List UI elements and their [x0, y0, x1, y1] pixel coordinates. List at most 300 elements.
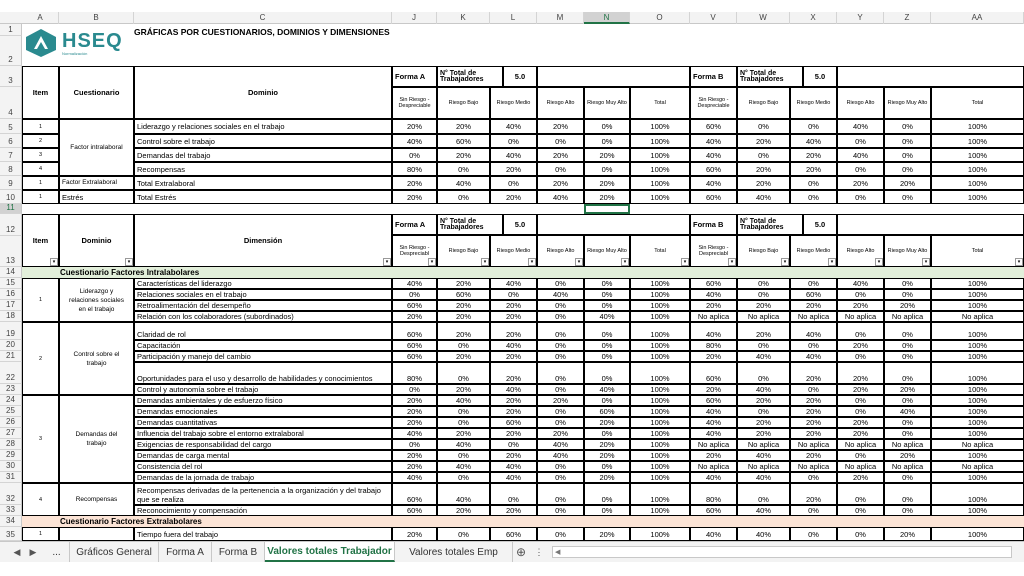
t2-value-b[interactable]: 0% [737, 278, 790, 289]
t2-value-b[interactable]: 100% [931, 428, 1024, 439]
t2-value-a[interactable]: 100% [630, 450, 690, 461]
t1-value-a[interactable]: 20% [392, 190, 437, 204]
t2-value-a[interactable]: 20% [584, 472, 630, 483]
t1-value-b[interactable]: 100% [931, 190, 1024, 204]
t1-value-a[interactable]: 100% [630, 119, 690, 134]
row-header[interactable]: 28 [0, 439, 22, 450]
t2-value-a[interactable]: 20% [490, 428, 537, 439]
t2-value-a[interactable]: 20% [437, 384, 490, 395]
t2-value-b[interactable]: 100% [931, 289, 1024, 300]
row-header[interactable]: 17 [0, 300, 22, 311]
t2-value-a[interactable]: 100% [630, 384, 690, 395]
t2-value-b[interactable]: 100% [931, 362, 1024, 384]
t1-value-b[interactable]: 100% [931, 162, 1024, 176]
t2-value-b[interactable]: No aplica [931, 311, 1024, 322]
t2-value-a[interactable]: 20% [490, 395, 537, 406]
t2-value-b[interactable]: 0% [790, 505, 837, 516]
t2-value-b[interactable]: 40% [737, 384, 790, 395]
t2-value-a[interactable]: 0% [537, 417, 584, 428]
row-header[interactable]: 34 [0, 516, 22, 527]
t2-value-b[interactable]: 60% [690, 362, 737, 384]
t2-value-b[interactable]: 0% [884, 340, 931, 351]
t2-value-a[interactable]: 60% [490, 417, 537, 428]
t2-value-a[interactable]: 40% [537, 439, 584, 450]
t1-value-b[interactable]: 100% [931, 134, 1024, 148]
t2-value-b[interactable]: 100% [931, 505, 1024, 516]
t2-value-b[interactable]: 60% [790, 289, 837, 300]
scroll-left-icon[interactable]: ◀ [555, 549, 561, 556]
t2-value-b[interactable]: No aplica [884, 439, 931, 450]
row-header[interactable]: 2 [0, 36, 22, 66]
filter-dropdown-icon[interactable]: ▾ [125, 258, 133, 266]
tab-forma-b[interactable]: Forma B [212, 542, 265, 562]
t1-value-b[interactable]: 0% [790, 190, 837, 204]
t2-value-b[interactable]: 20% [790, 417, 837, 428]
row-header[interactable]: 27 [0, 428, 22, 439]
add-sheet-icon[interactable]: ⊕ [515, 545, 527, 559]
t2-value-b[interactable]: 20% [737, 322, 790, 340]
t2-value-a[interactable]: 0% [490, 439, 537, 450]
t1-value-b[interactable]: 40% [837, 148, 884, 162]
t2-value-b[interactable]: 0% [884, 472, 931, 483]
column-header[interactable]: C [134, 12, 392, 24]
t2-value-a[interactable]: 40% [490, 461, 537, 472]
row-header[interactable]: 10 [0, 190, 22, 204]
t2-value-b[interactable]: 0% [737, 362, 790, 384]
t2-value-b[interactable]: 40% [837, 278, 884, 289]
t2-value-a[interactable]: 100% [630, 278, 690, 289]
t2-value-a[interactable]: 0% [584, 322, 630, 340]
row-header[interactable]: 6 [0, 134, 22, 148]
t2-value-a[interactable]: 40% [392, 428, 437, 439]
filter-dropdown-icon[interactable]: ▾ [781, 258, 789, 266]
t2-value-a[interactable]: 0% [537, 322, 584, 340]
t2-value-a[interactable]: 40% [392, 472, 437, 483]
t1-value-a[interactable]: 20% [584, 176, 630, 190]
t2-value-a[interactable]: 40% [537, 450, 584, 461]
kebab-menu-icon[interactable]: ⋮ [534, 546, 544, 557]
t2-value-b[interactable]: 80% [690, 340, 737, 351]
row-header[interactable]: 1 [0, 24, 22, 36]
tab-forma-a[interactable]: Forma A [159, 542, 212, 562]
t1-value-a[interactable]: 0% [490, 176, 537, 190]
t2-value-b[interactable]: 20% [837, 428, 884, 439]
t2-value-b[interactable]: 20% [837, 417, 884, 428]
column-header[interactable]: W [737, 12, 790, 24]
t2-value-b[interactable]: No aplica [837, 311, 884, 322]
t1-value-b[interactable]: 0% [884, 190, 931, 204]
t1-value-b[interactable]: 0% [884, 162, 931, 176]
tab-graficos-general[interactable]: Gráficos General [70, 542, 159, 562]
t2-value-b[interactable]: 20% [884, 527, 931, 541]
t2-value-b[interactable]: 40% [690, 527, 737, 541]
t2-value-b[interactable]: No aplica [737, 311, 790, 322]
t1-value-a[interactable]: 20% [437, 148, 490, 162]
t2-value-a[interactable]: 0% [584, 395, 630, 406]
t1-value-b[interactable]: 60% [690, 119, 737, 134]
t2-value-b[interactable]: 0% [737, 289, 790, 300]
t1-value-a[interactable]: 20% [392, 176, 437, 190]
t2-value-b[interactable]: 0% [884, 362, 931, 384]
row-header[interactable]: 14 [0, 267, 22, 278]
t2-value-a[interactable]: 40% [537, 289, 584, 300]
t2-value-a[interactable]: 0% [392, 439, 437, 450]
t2-value-a[interactable]: 100% [630, 311, 690, 322]
t2-value-b[interactable]: 0% [837, 395, 884, 406]
row-header[interactable]: 19 [0, 322, 22, 340]
t1-value-b[interactable]: 20% [790, 162, 837, 176]
t2-value-a[interactable]: 20% [584, 527, 630, 541]
t2-value-a[interactable]: 60% [392, 300, 437, 311]
t2-value-b[interactable]: 60% [690, 395, 737, 406]
t2-value-a[interactable]: 0% [584, 483, 630, 505]
row-header[interactable]: 25 [0, 406, 22, 417]
t2-value-b[interactable]: 20% [884, 450, 931, 461]
t2-value-a[interactable]: 20% [490, 351, 537, 362]
t2-value-a[interactable]: 20% [392, 311, 437, 322]
t2-value-b[interactable]: 20% [737, 395, 790, 406]
t2-value-b[interactable]: 0% [884, 289, 931, 300]
t2-value-a[interactable]: 60% [437, 289, 490, 300]
t2-value-b[interactable]: 20% [837, 472, 884, 483]
row-header[interactable]: 4 [0, 87, 22, 119]
filter-dropdown-icon[interactable]: ▾ [875, 258, 883, 266]
t2-value-b[interactable]: 20% [790, 428, 837, 439]
t2-value-a[interactable]: 0% [537, 472, 584, 483]
t1-value-a[interactable]: 100% [630, 134, 690, 148]
t2-value-b[interactable]: 40% [690, 406, 737, 417]
t1-value-a[interactable]: 40% [537, 190, 584, 204]
t2-value-b[interactable]: 20% [790, 300, 837, 311]
t2-value-b[interactable]: 0% [837, 406, 884, 417]
column-header[interactable]: N [584, 12, 630, 24]
t2-value-b[interactable]: 20% [837, 340, 884, 351]
t2-value-b[interactable]: 0% [790, 527, 837, 541]
t1-value-b[interactable]: 40% [790, 134, 837, 148]
row-header[interactable]: 35 [0, 527, 22, 541]
t1-value-b[interactable]: 0% [884, 148, 931, 162]
t2-value-a[interactable]: 100% [630, 340, 690, 351]
t1-value-b[interactable]: 0% [884, 119, 931, 134]
t1-value-b[interactable]: 100% [931, 176, 1024, 190]
t2-value-a[interactable]: 0% [537, 483, 584, 505]
t2-value-a[interactable]: 100% [630, 483, 690, 505]
row-header[interactable]: 13 [0, 236, 22, 267]
row-header[interactable]: 20 [0, 340, 22, 351]
t2-value-b[interactable]: 20% [837, 362, 884, 384]
t2-value-b[interactable]: No aplica [790, 439, 837, 450]
filter-dropdown-icon[interactable]: ▾ [428, 258, 436, 266]
t1-value-a[interactable]: 0% [490, 134, 537, 148]
selected-cell[interactable] [584, 204, 630, 214]
filter-dropdown-icon[interactable]: ▾ [681, 258, 689, 266]
t1-value-b[interactable]: 0% [737, 148, 790, 162]
t2-value-a[interactable]: 20% [490, 406, 537, 417]
t2-value-b[interactable]: 60% [690, 505, 737, 516]
t1-value-a[interactable]: 60% [437, 134, 490, 148]
t1-value-a[interactable]: 0% [584, 119, 630, 134]
t1-value-a[interactable]: 40% [392, 134, 437, 148]
t2-value-a[interactable]: 0% [537, 406, 584, 417]
t2-value-a[interactable]: 0% [490, 483, 537, 505]
t2-value-a[interactable]: 20% [584, 439, 630, 450]
t1-value-b[interactable]: 20% [837, 176, 884, 190]
filter-dropdown-icon[interactable]: ▾ [575, 258, 583, 266]
t2-value-b[interactable]: No aplica [931, 461, 1024, 472]
row-header[interactable]: 5 [0, 119, 22, 134]
column-header[interactable]: M [537, 12, 584, 24]
t2-value-b[interactable]: 100% [931, 322, 1024, 340]
t2-value-a[interactable]: 60% [392, 351, 437, 362]
t2-value-a[interactable]: 0% [437, 450, 490, 461]
t1-value-a[interactable]: 20% [537, 176, 584, 190]
t1-value-b[interactable]: 40% [690, 134, 737, 148]
row-header[interactable]: 31 [0, 472, 22, 483]
t2-value-a[interactable]: 0% [490, 289, 537, 300]
t1-value-a[interactable]: 0% [437, 162, 490, 176]
filter-dropdown-icon[interactable]: ▾ [728, 258, 736, 266]
t1-value-b[interactable]: 60% [690, 162, 737, 176]
t1-value-b[interactable]: 20% [737, 162, 790, 176]
t2-value-a[interactable]: 100% [630, 461, 690, 472]
t2-value-b[interactable]: 20% [790, 450, 837, 461]
t2-value-a[interactable]: 0% [437, 472, 490, 483]
next-sheet-icon[interactable]: ▶ [29, 546, 37, 557]
t2-value-a[interactable]: 100% [630, 472, 690, 483]
t2-value-a[interactable]: 100% [630, 351, 690, 362]
column-header[interactable]: V [690, 12, 737, 24]
t1-value-a[interactable]: 100% [630, 190, 690, 204]
t2-value-a[interactable]: 0% [537, 362, 584, 384]
t2-value-a[interactable]: 20% [490, 322, 537, 340]
filter-dropdown-icon[interactable]: ▾ [383, 258, 391, 266]
t2-value-b[interactable]: 20% [837, 300, 884, 311]
filter-dropdown-icon[interactable]: ▾ [528, 258, 536, 266]
t2-value-a[interactable]: 20% [437, 428, 490, 439]
t1-value-b[interactable]: 40% [690, 176, 737, 190]
t2-value-a[interactable]: 40% [584, 311, 630, 322]
filter-dropdown-icon[interactable]: ▾ [828, 258, 836, 266]
t2-value-a[interactable]: 20% [437, 311, 490, 322]
t2-value-a[interactable]: 20% [392, 450, 437, 461]
t1-value-a[interactable]: 100% [630, 148, 690, 162]
t2-value-a[interactable]: 40% [490, 340, 537, 351]
row-header[interactable]: 7 [0, 148, 22, 162]
t2-value-a[interactable]: 0% [537, 384, 584, 395]
t2-value-a[interactable]: 0% [437, 527, 490, 541]
t2-value-b[interactable]: 100% [931, 406, 1024, 417]
t2-value-a[interactable]: 60% [392, 322, 437, 340]
t2-value-a[interactable]: 0% [437, 406, 490, 417]
t2-value-b[interactable]: 20% [884, 384, 931, 395]
t1-value-a[interactable]: 0% [437, 190, 490, 204]
t2-value-a[interactable]: 0% [584, 340, 630, 351]
t2-value-a[interactable]: 60% [392, 483, 437, 505]
column-header[interactable]: O [630, 12, 690, 24]
t2-value-b[interactable]: No aplica [690, 461, 737, 472]
t2-value-b[interactable]: 20% [737, 428, 790, 439]
t2-value-a[interactable]: 0% [537, 505, 584, 516]
column-header[interactable]: X [790, 12, 837, 24]
t2-value-a[interactable]: 100% [630, 300, 690, 311]
column-header[interactable]: K [437, 12, 490, 24]
t1-value-a[interactable]: 0% [537, 162, 584, 176]
row-header[interactable]: 18 [0, 311, 22, 322]
t2-value-a[interactable]: 20% [437, 300, 490, 311]
t2-value-a[interactable]: 0% [537, 340, 584, 351]
t2-value-a[interactable]: 0% [584, 505, 630, 516]
t1-value-b[interactable]: 100% [931, 148, 1024, 162]
t2-value-a[interactable]: 20% [437, 278, 490, 289]
t2-value-a[interactable]: 20% [437, 322, 490, 340]
t2-value-b[interactable]: 40% [690, 322, 737, 340]
row-header[interactable]: 23 [0, 384, 22, 395]
t2-value-a[interactable]: 100% [630, 406, 690, 417]
t2-value-b[interactable]: 0% [737, 340, 790, 351]
t2-value-b[interactable]: 20% [790, 362, 837, 384]
t1-value-a[interactable]: 20% [392, 119, 437, 134]
t2-value-a[interactable]: 20% [392, 417, 437, 428]
t2-value-b[interactable]: 20% [690, 351, 737, 362]
t2-value-b[interactable]: 100% [931, 417, 1024, 428]
t1-value-a[interactable]: 0% [584, 134, 630, 148]
t2-value-b[interactable]: 0% [837, 351, 884, 362]
t1-value-b[interactable]: 20% [790, 148, 837, 162]
t2-value-a[interactable]: 20% [392, 461, 437, 472]
t2-value-b[interactable]: 40% [737, 472, 790, 483]
t1-value-a[interactable]: 40% [490, 148, 537, 162]
t1-value-a[interactable]: 20% [537, 148, 584, 162]
t2-value-b[interactable]: No aplica [737, 439, 790, 450]
t2-value-a[interactable]: 20% [490, 362, 537, 384]
t2-value-b[interactable]: 100% [931, 450, 1024, 461]
t1-value-a[interactable]: 20% [584, 148, 630, 162]
t1-value-b[interactable]: 0% [837, 162, 884, 176]
t1-value-b[interactable]: 0% [837, 134, 884, 148]
t1-value-b[interactable]: 0% [884, 134, 931, 148]
t2-value-b[interactable]: 0% [884, 278, 931, 289]
t2-value-a[interactable]: 0% [437, 417, 490, 428]
t1-value-b[interactable]: 0% [790, 176, 837, 190]
t1-value-b[interactable]: 60% [690, 190, 737, 204]
t2-value-b[interactable]: No aplica [790, 311, 837, 322]
row-header[interactable]: 3 [0, 66, 22, 87]
t2-value-a[interactable]: 0% [392, 289, 437, 300]
row-header[interactable]: 9 [0, 176, 22, 190]
filter-dropdown-icon[interactable]: ▾ [481, 258, 489, 266]
t2-value-b[interactable]: 0% [884, 417, 931, 428]
t2-value-a[interactable]: 100% [630, 289, 690, 300]
row-header[interactable]: 16 [0, 289, 22, 300]
t2-value-a[interactable]: 0% [537, 300, 584, 311]
t2-value-a[interactable]: 0% [584, 362, 630, 384]
row-header[interactable]: 30 [0, 461, 22, 472]
t2-value-a[interactable]: 20% [392, 406, 437, 417]
t2-value-a[interactable]: 60% [392, 505, 437, 516]
t2-value-a[interactable]: 20% [392, 527, 437, 541]
t2-value-b[interactable]: 0% [884, 351, 931, 362]
t2-value-b[interactable]: 40% [690, 472, 737, 483]
t1-value-b[interactable]: 40% [837, 119, 884, 134]
t2-value-b[interactable]: 0% [884, 322, 931, 340]
t2-value-a[interactable]: 100% [630, 417, 690, 428]
column-header[interactable]: J [392, 12, 437, 24]
t2-value-a[interactable]: 0% [537, 461, 584, 472]
t2-value-a[interactable]: 20% [537, 428, 584, 439]
t1-value-b[interactable]: 0% [737, 119, 790, 134]
t2-value-a[interactable]: 40% [437, 461, 490, 472]
t1-value-b[interactable]: 40% [737, 190, 790, 204]
t2-value-a[interactable]: 60% [490, 527, 537, 541]
t1-value-a[interactable]: 80% [392, 162, 437, 176]
t2-value-a[interactable]: 0% [584, 278, 630, 289]
t2-value-a[interactable]: 100% [630, 439, 690, 450]
t2-value-a[interactable]: 0% [584, 351, 630, 362]
t2-value-a[interactable]: 20% [584, 417, 630, 428]
tab-valores-totales-emp[interactable]: Valores totales Emp [395, 542, 513, 562]
t1-value-a[interactable]: 100% [630, 162, 690, 176]
t2-value-b[interactable]: 40% [690, 289, 737, 300]
row-header[interactable]: 33 [0, 505, 22, 516]
t2-value-b[interactable]: 20% [790, 395, 837, 406]
t2-value-b[interactable]: 0% [737, 483, 790, 505]
t1-value-a[interactable]: 20% [537, 119, 584, 134]
row-header[interactable]: 22 [0, 362, 22, 384]
column-header[interactable]: L [490, 12, 537, 24]
t2-value-a[interactable]: 20% [584, 450, 630, 461]
t2-value-b[interactable]: 100% [931, 527, 1024, 541]
t2-value-b[interactable]: 40% [790, 322, 837, 340]
t2-value-b[interactable]: 100% [931, 472, 1024, 483]
t2-value-b[interactable]: 100% [931, 278, 1024, 289]
t2-value-b[interactable]: 100% [931, 351, 1024, 362]
t2-value-a[interactable]: 0% [584, 428, 630, 439]
t2-value-b[interactable]: 60% [690, 278, 737, 289]
t2-value-b[interactable]: 40% [737, 505, 790, 516]
t2-value-a[interactable]: 100% [630, 527, 690, 541]
t1-value-a[interactable]: 0% [584, 162, 630, 176]
t2-value-b[interactable]: 20% [790, 406, 837, 417]
t2-value-b[interactable]: 100% [931, 300, 1024, 311]
row-header[interactable]: 32 [0, 483, 22, 505]
filter-dropdown-icon[interactable]: ▾ [1015, 258, 1023, 266]
t2-value-a[interactable]: 40% [490, 278, 537, 289]
prev-sheet-icon[interactable]: ◀ [13, 546, 21, 557]
t1-value-b[interactable]: 100% [931, 119, 1024, 134]
t2-value-b[interactable]: 40% [690, 417, 737, 428]
t2-value-a[interactable]: 20% [490, 505, 537, 516]
t2-value-b[interactable]: No aplica [884, 461, 931, 472]
t1-value-b[interactable]: 0% [837, 190, 884, 204]
t1-value-b[interactable]: 20% [737, 176, 790, 190]
t2-value-b[interactable]: 40% [884, 406, 931, 417]
t2-value-b[interactable]: 0% [884, 428, 931, 439]
t2-value-b[interactable]: 20% [690, 384, 737, 395]
t1-value-a[interactable]: 100% [630, 176, 690, 190]
t2-value-a[interactable]: 60% [584, 406, 630, 417]
t2-value-b[interactable]: No aplica [931, 439, 1024, 450]
t2-value-a[interactable]: 40% [490, 472, 537, 483]
t2-value-a[interactable]: 20% [490, 450, 537, 461]
t1-value-a[interactable]: 0% [537, 134, 584, 148]
t2-value-b[interactable]: 20% [690, 300, 737, 311]
t1-value-b[interactable]: 0% [790, 119, 837, 134]
t1-value-b[interactable]: 20% [737, 134, 790, 148]
t2-value-b[interactable]: No aplica [737, 461, 790, 472]
column-header[interactable]: Z [884, 12, 931, 24]
tab-valores-totales-trabajador[interactable]: Valores totales Trabajador [265, 542, 395, 562]
t2-value-a[interactable]: 0% [537, 311, 584, 322]
